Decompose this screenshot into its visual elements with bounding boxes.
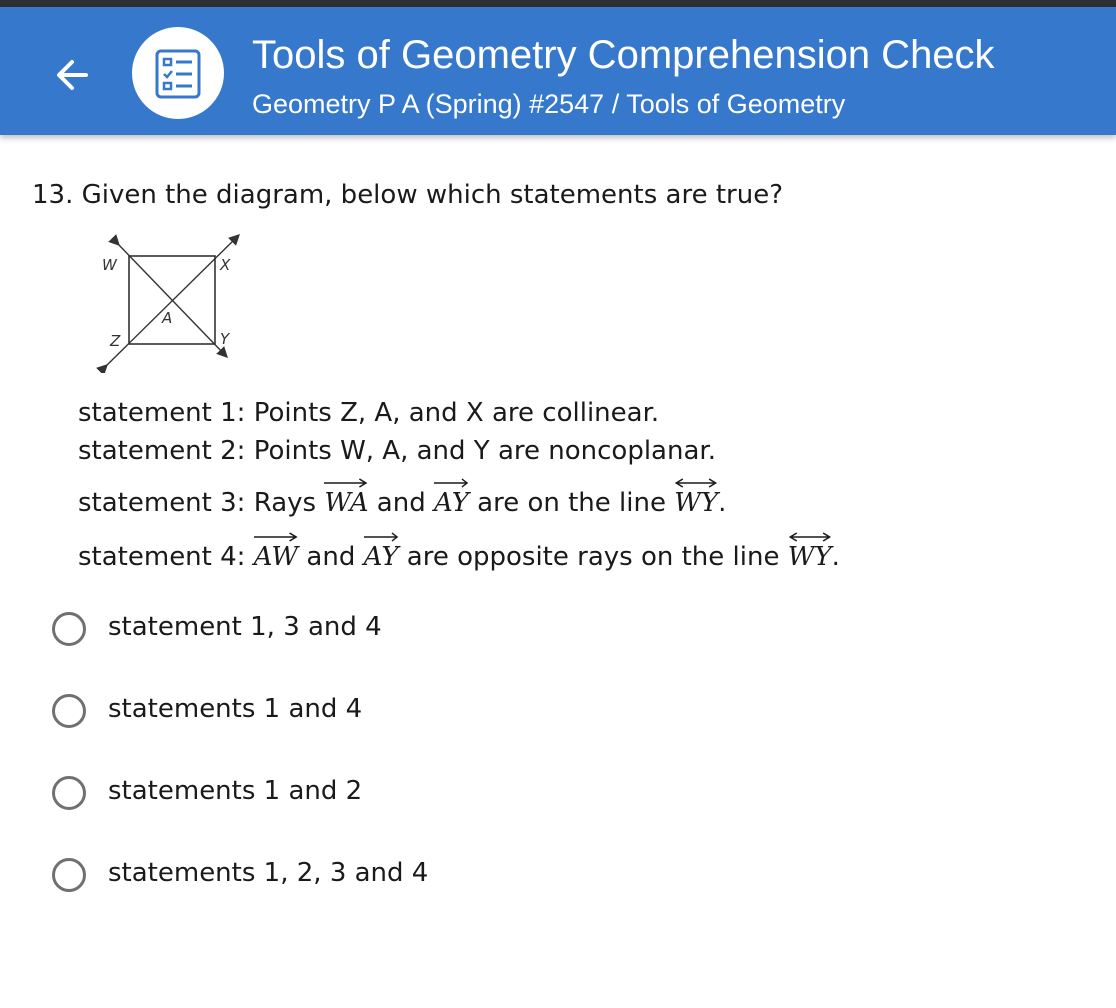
line-wy: WY [674, 488, 718, 518]
line-arrow-icon [674, 476, 718, 488]
label-a: A [162, 309, 173, 327]
choice-label: statement 1, 3 and 4 [108, 612, 382, 642]
app-header [0, 7, 1116, 135]
checklist-icon [154, 49, 202, 99]
label-w: W [102, 256, 117, 274]
radio-button[interactable] [52, 694, 86, 728]
back-button[interactable] [50, 53, 94, 97]
statement-2: statement 2: Points W, A, and Y are noncoplanar. [78, 436, 716, 466]
ray-arrow-icon [364, 530, 399, 542]
choice-label: statements 1, 2, 3 and 4 [108, 858, 429, 888]
square-diagram [96, 228, 246, 373]
radio-button[interactable] [52, 612, 86, 646]
ray-ay-2: AY [364, 542, 399, 572]
ray-arrow-icon [254, 530, 298, 542]
breadcrumb: Geometry P A (Spring) #2547 / Tools of Geometry [252, 89, 846, 119]
label-y: Y [220, 330, 230, 348]
choice-label: statements 1 and 4 [108, 694, 363, 724]
label-x: X [220, 256, 231, 274]
statement-1: statement 1: Points Z, A, and X are collinear. [78, 398, 660, 428]
ray-arrow-icon [434, 476, 469, 488]
statement-4: statement 4: AW and AY are opposite rays on the line WY. [78, 542, 840, 572]
browser-top-strip [0, 0, 1116, 7]
line-wy-2: WY [788, 542, 832, 572]
radio-button[interactable] [52, 858, 86, 892]
assignment-avatar [132, 27, 224, 119]
ray-arrow-icon [324, 476, 368, 488]
ray-wa: WA [324, 488, 368, 518]
statement-3: statement 3: Rays WA and AY are on the line WY. [78, 488, 726, 518]
ray-aw: AW [254, 542, 298, 572]
radio-button[interactable] [52, 776, 86, 810]
choice-label: statements 1 and 2 [108, 776, 363, 806]
line-arrow-icon [788, 530, 832, 542]
ray-ay: AY [434, 488, 469, 518]
arrow-left-icon [50, 53, 94, 97]
page-title: Tools of Geometry Comprehension Check [252, 33, 995, 77]
question-text: 13. Given the diagram, below which statements are true? [32, 180, 783, 210]
label-z: Z [110, 332, 121, 350]
